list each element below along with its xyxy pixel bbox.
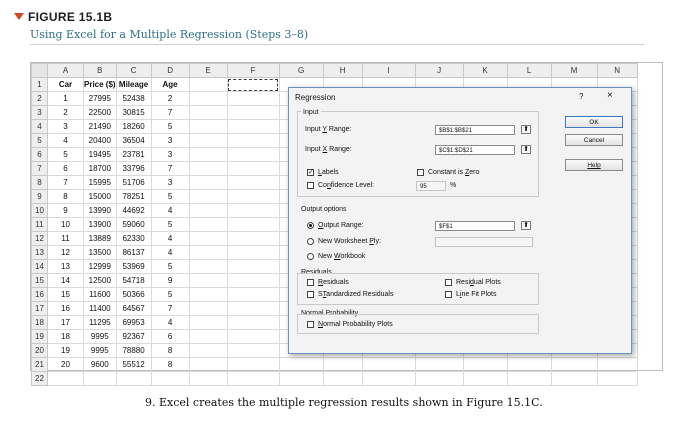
cell[interactable]: 52438 bbox=[116, 92, 151, 106]
column-header[interactable]: J bbox=[415, 64, 463, 78]
cell[interactable]: 64567 bbox=[116, 302, 151, 316]
divider bbox=[30, 44, 644, 45]
close-icon[interactable]: × bbox=[607, 90, 613, 101]
cell[interactable]: 13900 bbox=[84, 218, 117, 232]
column-header[interactable]: I bbox=[362, 64, 415, 78]
row-header[interactable]: 19 bbox=[32, 330, 48, 344]
row-header[interactable]: 17 bbox=[32, 302, 48, 316]
std-residuals-key: T bbox=[322, 291, 327, 298]
cell[interactable]: 13990 bbox=[84, 204, 117, 218]
column-header[interactable]: N bbox=[597, 64, 637, 78]
cell[interactable]: 13889 bbox=[84, 232, 117, 246]
cell[interactable]: 7 bbox=[151, 302, 189, 316]
output-range-rest: utput Range: bbox=[323, 222, 364, 229]
cell[interactable] bbox=[415, 372, 463, 386]
input-x-suffix: Range: bbox=[327, 146, 352, 153]
cell[interactable]: 15000 bbox=[84, 190, 117, 204]
cell[interactable] bbox=[189, 120, 227, 134]
new-workbook-key: W bbox=[333, 253, 341, 260]
cell[interactable] bbox=[227, 246, 279, 260]
cell[interactable]: 69953 bbox=[116, 316, 151, 330]
cell[interactable] bbox=[189, 232, 227, 246]
input-x-key: X bbox=[322, 146, 328, 153]
cell[interactable] bbox=[227, 302, 279, 316]
cell[interactable]: 7 bbox=[48, 176, 84, 190]
new-workbook-label bbox=[318, 253, 365, 260]
new-worksheet-radio[interactable] bbox=[307, 238, 314, 245]
cell[interactable] bbox=[227, 344, 279, 358]
row-header[interactable]: 14 bbox=[32, 260, 48, 274]
cell[interactable] bbox=[227, 330, 279, 344]
cell[interactable] bbox=[279, 372, 323, 386]
confidence-level-label bbox=[318, 182, 374, 189]
cell[interactable] bbox=[189, 218, 227, 232]
cell[interactable]: 53969 bbox=[116, 260, 151, 274]
cell[interactable] bbox=[463, 358, 507, 372]
table-row bbox=[32, 358, 638, 372]
input-x-prefix: Input bbox=[305, 146, 323, 153]
cell[interactable] bbox=[227, 358, 279, 372]
cell[interactable]: 5 bbox=[151, 288, 189, 302]
cell[interactable]: 18700 bbox=[84, 162, 117, 176]
residual-plots-checkbox[interactable] bbox=[445, 279, 452, 286]
row-header[interactable]: 9 bbox=[32, 190, 48, 204]
help-button[interactable] bbox=[565, 159, 623, 171]
cell[interactable]: 11600 bbox=[84, 288, 117, 302]
line-fit-plots-label bbox=[456, 291, 496, 298]
cell[interactable] bbox=[227, 372, 279, 386]
cell[interactable] bbox=[189, 246, 227, 260]
residual-plots-key: d bbox=[470, 279, 474, 286]
caption: 9. Excel creates the multiple regression results shown in Figure 15.1C. bbox=[145, 396, 543, 409]
constant-rest: ero bbox=[469, 169, 480, 176]
labels-rest: abels bbox=[321, 169, 339, 176]
help-icon[interactable]: ? bbox=[579, 92, 584, 101]
cell[interactable]: 50366 bbox=[116, 288, 151, 302]
cell[interactable] bbox=[189, 288, 227, 302]
cell[interactable]: 10 bbox=[48, 218, 84, 232]
cell[interactable]: 22500 bbox=[84, 106, 117, 120]
cell[interactable]: 7 bbox=[151, 106, 189, 120]
figure-subtitle: Using Excel for a Multiple Regression (Steps 3–8) bbox=[30, 28, 309, 41]
cell[interactable] bbox=[507, 372, 551, 386]
cell[interactable]: 8 bbox=[151, 358, 189, 372]
column-header[interactable]: C bbox=[116, 64, 151, 78]
column-header[interactable]: L bbox=[507, 64, 551, 78]
row-header[interactable]: 6 bbox=[32, 148, 48, 162]
cell[interactable]: 11400 bbox=[84, 302, 117, 316]
cell[interactable]: 9600 bbox=[84, 358, 117, 372]
cancel-button[interactable]: Cancel bbox=[565, 134, 623, 146]
normal-probability-label bbox=[318, 321, 393, 328]
cell[interactable]: 17 bbox=[48, 316, 84, 330]
cell[interactable]: 13 bbox=[48, 260, 84, 274]
column-header[interactable]: D bbox=[151, 64, 189, 78]
cell[interactable]: 4 bbox=[151, 204, 189, 218]
cell[interactable]: 6 bbox=[151, 330, 189, 344]
row-header[interactable]: 7 bbox=[32, 162, 48, 176]
column-header[interactable]: M bbox=[551, 64, 597, 78]
cell[interactable] bbox=[597, 358, 637, 372]
cell[interactable]: 15995 bbox=[84, 176, 117, 190]
confidence-level-field[interactable]: 95 bbox=[416, 181, 446, 191]
column-header[interactable]: F bbox=[227, 64, 279, 78]
dialog-title: Regression bbox=[295, 93, 336, 102]
new-ply-key: P bbox=[369, 238, 374, 245]
cell[interactable]: Car bbox=[48, 78, 84, 92]
cell[interactable] bbox=[189, 92, 227, 106]
cell[interactable] bbox=[189, 134, 227, 148]
cell[interactable] bbox=[189, 302, 227, 316]
input-y-range-field[interactable]: $B$1:$B$21 bbox=[435, 125, 515, 135]
cell[interactable]: 3 bbox=[151, 176, 189, 190]
cell[interactable]: 51706 bbox=[116, 176, 151, 190]
cell[interactable] bbox=[189, 344, 227, 358]
output-range-field[interactable]: $F$1 bbox=[435, 221, 515, 231]
cell[interactable] bbox=[189, 358, 227, 372]
cell[interactable] bbox=[189, 260, 227, 274]
labels-checkbox[interactable]: ✓ bbox=[308, 169, 314, 176]
cell[interactable]: 9 bbox=[48, 204, 84, 218]
cell[interactable]: 44692 bbox=[116, 204, 151, 218]
cell[interactable] bbox=[189, 176, 227, 190]
cell[interactable] bbox=[189, 372, 227, 386]
cell[interactable] bbox=[189, 78, 227, 92]
cell[interactable]: 4 bbox=[151, 246, 189, 260]
cell[interactable]: 18260 bbox=[116, 120, 151, 134]
residuals-key: R bbox=[318, 279, 324, 286]
input-x-range-field[interactable]: $C$1:$D$21 bbox=[435, 145, 515, 155]
cell[interactable] bbox=[227, 176, 279, 190]
cell[interactable]: 36504 bbox=[116, 134, 151, 148]
triangle-icon bbox=[14, 13, 24, 20]
column-header[interactable]: G bbox=[279, 64, 323, 78]
cell[interactable] bbox=[323, 358, 362, 372]
row-header[interactable]: 11 bbox=[32, 218, 48, 232]
normal-probability-group-label: Normal Probability bbox=[301, 310, 359, 317]
cell[interactable]: 2 bbox=[151, 92, 189, 106]
row-header[interactable]: 3 bbox=[32, 106, 48, 120]
cell[interactable]: 9 bbox=[151, 274, 189, 288]
row-header[interactable]: 10 bbox=[32, 204, 48, 218]
cell[interactable]: 3 bbox=[151, 148, 189, 162]
cell[interactable] bbox=[227, 288, 279, 302]
cell[interactable] bbox=[189, 190, 227, 204]
cell[interactable] bbox=[48, 372, 84, 386]
help-button-label: Help bbox=[587, 162, 601, 169]
percent-label: % bbox=[450, 182, 457, 189]
row-header[interactable]: 1 bbox=[32, 78, 48, 92]
row-header[interactable]: 18 bbox=[32, 316, 48, 330]
cell[interactable]: 3 bbox=[48, 120, 84, 134]
cell[interactable]: 12999 bbox=[84, 260, 117, 274]
output-range-key: O bbox=[318, 222, 324, 229]
column-header[interactable]: E bbox=[189, 64, 227, 78]
residuals-group bbox=[297, 273, 539, 305]
row-header[interactable]: 12 bbox=[32, 232, 48, 246]
output-options-label: Output options bbox=[301, 206, 347, 213]
cell[interactable]: 15 bbox=[48, 288, 84, 302]
cell[interactable] bbox=[189, 330, 227, 344]
cell[interactable] bbox=[463, 372, 507, 386]
cell[interactable]: 59060 bbox=[116, 218, 151, 232]
cell[interactable]: 62330 bbox=[116, 232, 151, 246]
cell[interactable]: 5 bbox=[48, 148, 84, 162]
cell[interactable]: 21490 bbox=[84, 120, 117, 134]
cell[interactable] bbox=[362, 372, 415, 386]
cell[interactable] bbox=[227, 204, 279, 218]
confidence-rest: fidence Level: bbox=[330, 182, 375, 189]
cell[interactable] bbox=[227, 92, 279, 106]
cell[interactable]: 27995 bbox=[84, 92, 117, 106]
cell[interactable]: 54718 bbox=[116, 274, 151, 288]
cell[interactable]: 4 bbox=[151, 232, 189, 246]
cell[interactable]: 5 bbox=[151, 218, 189, 232]
row-header[interactable]: 5 bbox=[32, 134, 48, 148]
cell[interactable]: 30815 bbox=[116, 106, 151, 120]
std-residuals-rest: andardized Residuals bbox=[326, 291, 394, 298]
input-group-label: Input bbox=[303, 109, 319, 116]
normal-probability-checkbox[interactable] bbox=[307, 321, 314, 328]
row-header[interactable]: 2 bbox=[32, 92, 48, 106]
confidence-key: n bbox=[326, 182, 331, 189]
cell[interactable] bbox=[507, 358, 551, 372]
cell[interactable]: 13500 bbox=[84, 246, 117, 260]
cell[interactable] bbox=[227, 148, 279, 162]
row-header[interactable]: 8 bbox=[32, 176, 48, 190]
ok-button[interactable]: OK bbox=[565, 116, 623, 128]
cell[interactable]: 4 bbox=[151, 316, 189, 330]
collapse-dialog-icon[interactable]: ⬆ bbox=[521, 221, 531, 230]
cell[interactable]: 8 bbox=[151, 344, 189, 358]
cell[interactable] bbox=[189, 162, 227, 176]
cell[interactable]: 19 bbox=[48, 344, 84, 358]
cell[interactable]: 8 bbox=[48, 190, 84, 204]
cell[interactable]: 86137 bbox=[116, 246, 151, 260]
select-all-corner[interactable] bbox=[32, 64, 48, 78]
line-fit-prefix: L bbox=[456, 291, 460, 298]
cell[interactable] bbox=[227, 134, 279, 148]
cell[interactable] bbox=[227, 120, 279, 134]
cell[interactable] bbox=[227, 260, 279, 274]
residual-plots-rest: ual Plots bbox=[473, 279, 501, 286]
regression-dialog bbox=[288, 87, 632, 354]
cell[interactable]: 55512 bbox=[116, 358, 151, 372]
new-workbook-rest: orkbook bbox=[340, 253, 366, 260]
labels-label bbox=[318, 169, 339, 176]
new-ply-rest: ly: bbox=[373, 238, 381, 245]
cell[interactable] bbox=[279, 358, 323, 372]
cell[interactable]: 19495 bbox=[84, 148, 117, 162]
cell[interactable]: 16 bbox=[48, 302, 84, 316]
cell[interactable] bbox=[189, 316, 227, 330]
column-header[interactable]: B bbox=[84, 64, 117, 78]
cell[interactable]: 5 bbox=[151, 120, 189, 134]
cell[interactable]: 20 bbox=[48, 358, 84, 372]
input-y-prefix: Input bbox=[305, 126, 323, 133]
confidence-prefix: Co bbox=[318, 182, 327, 189]
column-header[interactable]: A bbox=[48, 64, 84, 78]
cell[interactable]: Mileage bbox=[116, 78, 151, 92]
cell[interactable]: 9995 bbox=[84, 330, 117, 344]
input-y-label bbox=[305, 126, 351, 133]
row-header[interactable]: 4 bbox=[32, 120, 48, 134]
line-fit-plots-checkbox[interactable] bbox=[445, 291, 452, 298]
cell[interactable]: 92367 bbox=[116, 330, 151, 344]
cell[interactable]: 5 bbox=[151, 190, 189, 204]
figure-label bbox=[14, 10, 112, 24]
constant-zero-checkbox[interactable] bbox=[417, 169, 424, 176]
new-worksheet-field[interactable] bbox=[435, 237, 533, 247]
line-fit-key: i bbox=[459, 291, 462, 298]
row-header[interactable]: 15 bbox=[32, 274, 48, 288]
residuals-rest: esiduals bbox=[323, 279, 349, 286]
row-header[interactable]: 13 bbox=[32, 246, 48, 260]
new-workbook-radio[interactable] bbox=[307, 253, 314, 260]
cell[interactable]: 3 bbox=[151, 134, 189, 148]
figure-label-text: FIGURE 15.1B bbox=[28, 10, 113, 24]
labels-key: L bbox=[318, 169, 322, 176]
standardized-residuals-checkbox[interactable] bbox=[307, 291, 314, 298]
cell[interactable]: 11295 bbox=[84, 316, 117, 330]
cell[interactable]: 11 bbox=[48, 232, 84, 246]
cell[interactable]: 6 bbox=[48, 162, 84, 176]
cell[interactable] bbox=[227, 106, 279, 120]
cell[interactable] bbox=[323, 372, 362, 386]
column-header[interactable]: H bbox=[323, 64, 362, 78]
output-range-label bbox=[318, 222, 364, 229]
cell[interactable]: 1 bbox=[48, 92, 84, 106]
cell[interactable] bbox=[189, 274, 227, 288]
cell[interactable] bbox=[189, 148, 227, 162]
line-fit-rest: ne Fit Plots bbox=[461, 291, 497, 298]
residuals-checkbox[interactable] bbox=[307, 279, 314, 286]
cell[interactable] bbox=[551, 372, 597, 386]
residuals-group-label: Residuals bbox=[301, 269, 332, 276]
cell[interactable]: 78251 bbox=[116, 190, 151, 204]
constant-prefix: Constant is bbox=[428, 169, 465, 176]
cell[interactable]: 7 bbox=[151, 162, 189, 176]
cell[interactable] bbox=[227, 232, 279, 246]
input-y-suffix: Range: bbox=[326, 126, 352, 133]
cell[interactable]: 2 bbox=[48, 106, 84, 120]
cell[interactable] bbox=[189, 106, 227, 120]
cell[interactable]: Age bbox=[151, 78, 189, 92]
cell[interactable]: 12500 bbox=[84, 274, 117, 288]
constant-zero-label bbox=[428, 169, 479, 176]
new-workbook-prefix: New bbox=[318, 253, 334, 260]
cell[interactable] bbox=[227, 218, 279, 232]
residual-plots-prefix: Resi bbox=[456, 279, 471, 286]
collapse-dialog-icon[interactable]: ⬆ bbox=[521, 125, 531, 134]
cell[interactable] bbox=[551, 358, 597, 372]
cell[interactable]: 33796 bbox=[116, 162, 151, 176]
row-header[interactable]: 21 bbox=[32, 358, 48, 372]
cell[interactable]: 9995 bbox=[84, 344, 117, 358]
cell[interactable] bbox=[151, 372, 189, 386]
cell[interactable] bbox=[227, 162, 279, 176]
cell[interactable]: 20400 bbox=[84, 134, 117, 148]
confidence-level-checkbox[interactable] bbox=[307, 182, 314, 189]
row-header[interactable]: 16 bbox=[32, 288, 48, 302]
cell[interactable] bbox=[415, 358, 463, 372]
cell[interactable] bbox=[189, 204, 227, 218]
std-residuals-prefix: S bbox=[318, 291, 323, 298]
cell[interactable]: 4 bbox=[48, 134, 84, 148]
cell[interactable]: 12 bbox=[48, 246, 84, 260]
residuals-label bbox=[318, 279, 349, 286]
cell[interactable] bbox=[116, 372, 151, 386]
residual-plots-label bbox=[456, 279, 501, 286]
cell[interactable]: 78880 bbox=[116, 344, 151, 358]
normal-key: N bbox=[318, 321, 324, 328]
output-range-radio[interactable] bbox=[307, 222, 314, 229]
cell[interactable]: Price ($) bbox=[84, 78, 117, 92]
cell[interactable] bbox=[227, 190, 279, 204]
row-header[interactable]: 20 bbox=[32, 344, 48, 358]
table-row bbox=[32, 372, 638, 386]
cell[interactable]: 23781 bbox=[116, 148, 151, 162]
cell[interactable]: 5 bbox=[151, 260, 189, 274]
constant-key: Z bbox=[464, 169, 470, 176]
cell[interactable] bbox=[362, 358, 415, 372]
normal-rest: ormal Probability Plots bbox=[323, 321, 393, 328]
cell[interactable] bbox=[227, 316, 279, 330]
input-x-label bbox=[305, 146, 352, 153]
cell[interactable] bbox=[597, 372, 637, 386]
cell[interactable] bbox=[227, 274, 279, 288]
standardized-residuals-label bbox=[318, 291, 394, 298]
selected-cell[interactable] bbox=[227, 78, 279, 92]
row-header[interactable]: 22 bbox=[32, 372, 48, 386]
cell[interactable]: 14 bbox=[48, 274, 84, 288]
cell[interactable] bbox=[84, 372, 117, 386]
new-ply-prefix: New Worksheet bbox=[318, 238, 370, 245]
collapse-dialog-icon[interactable]: ⬆ bbox=[521, 145, 531, 154]
column-header[interactable]: K bbox=[463, 64, 507, 78]
new-worksheet-label bbox=[318, 238, 381, 245]
cell[interactable]: 18 bbox=[48, 330, 84, 344]
input-y-key: Y bbox=[322, 126, 327, 133]
